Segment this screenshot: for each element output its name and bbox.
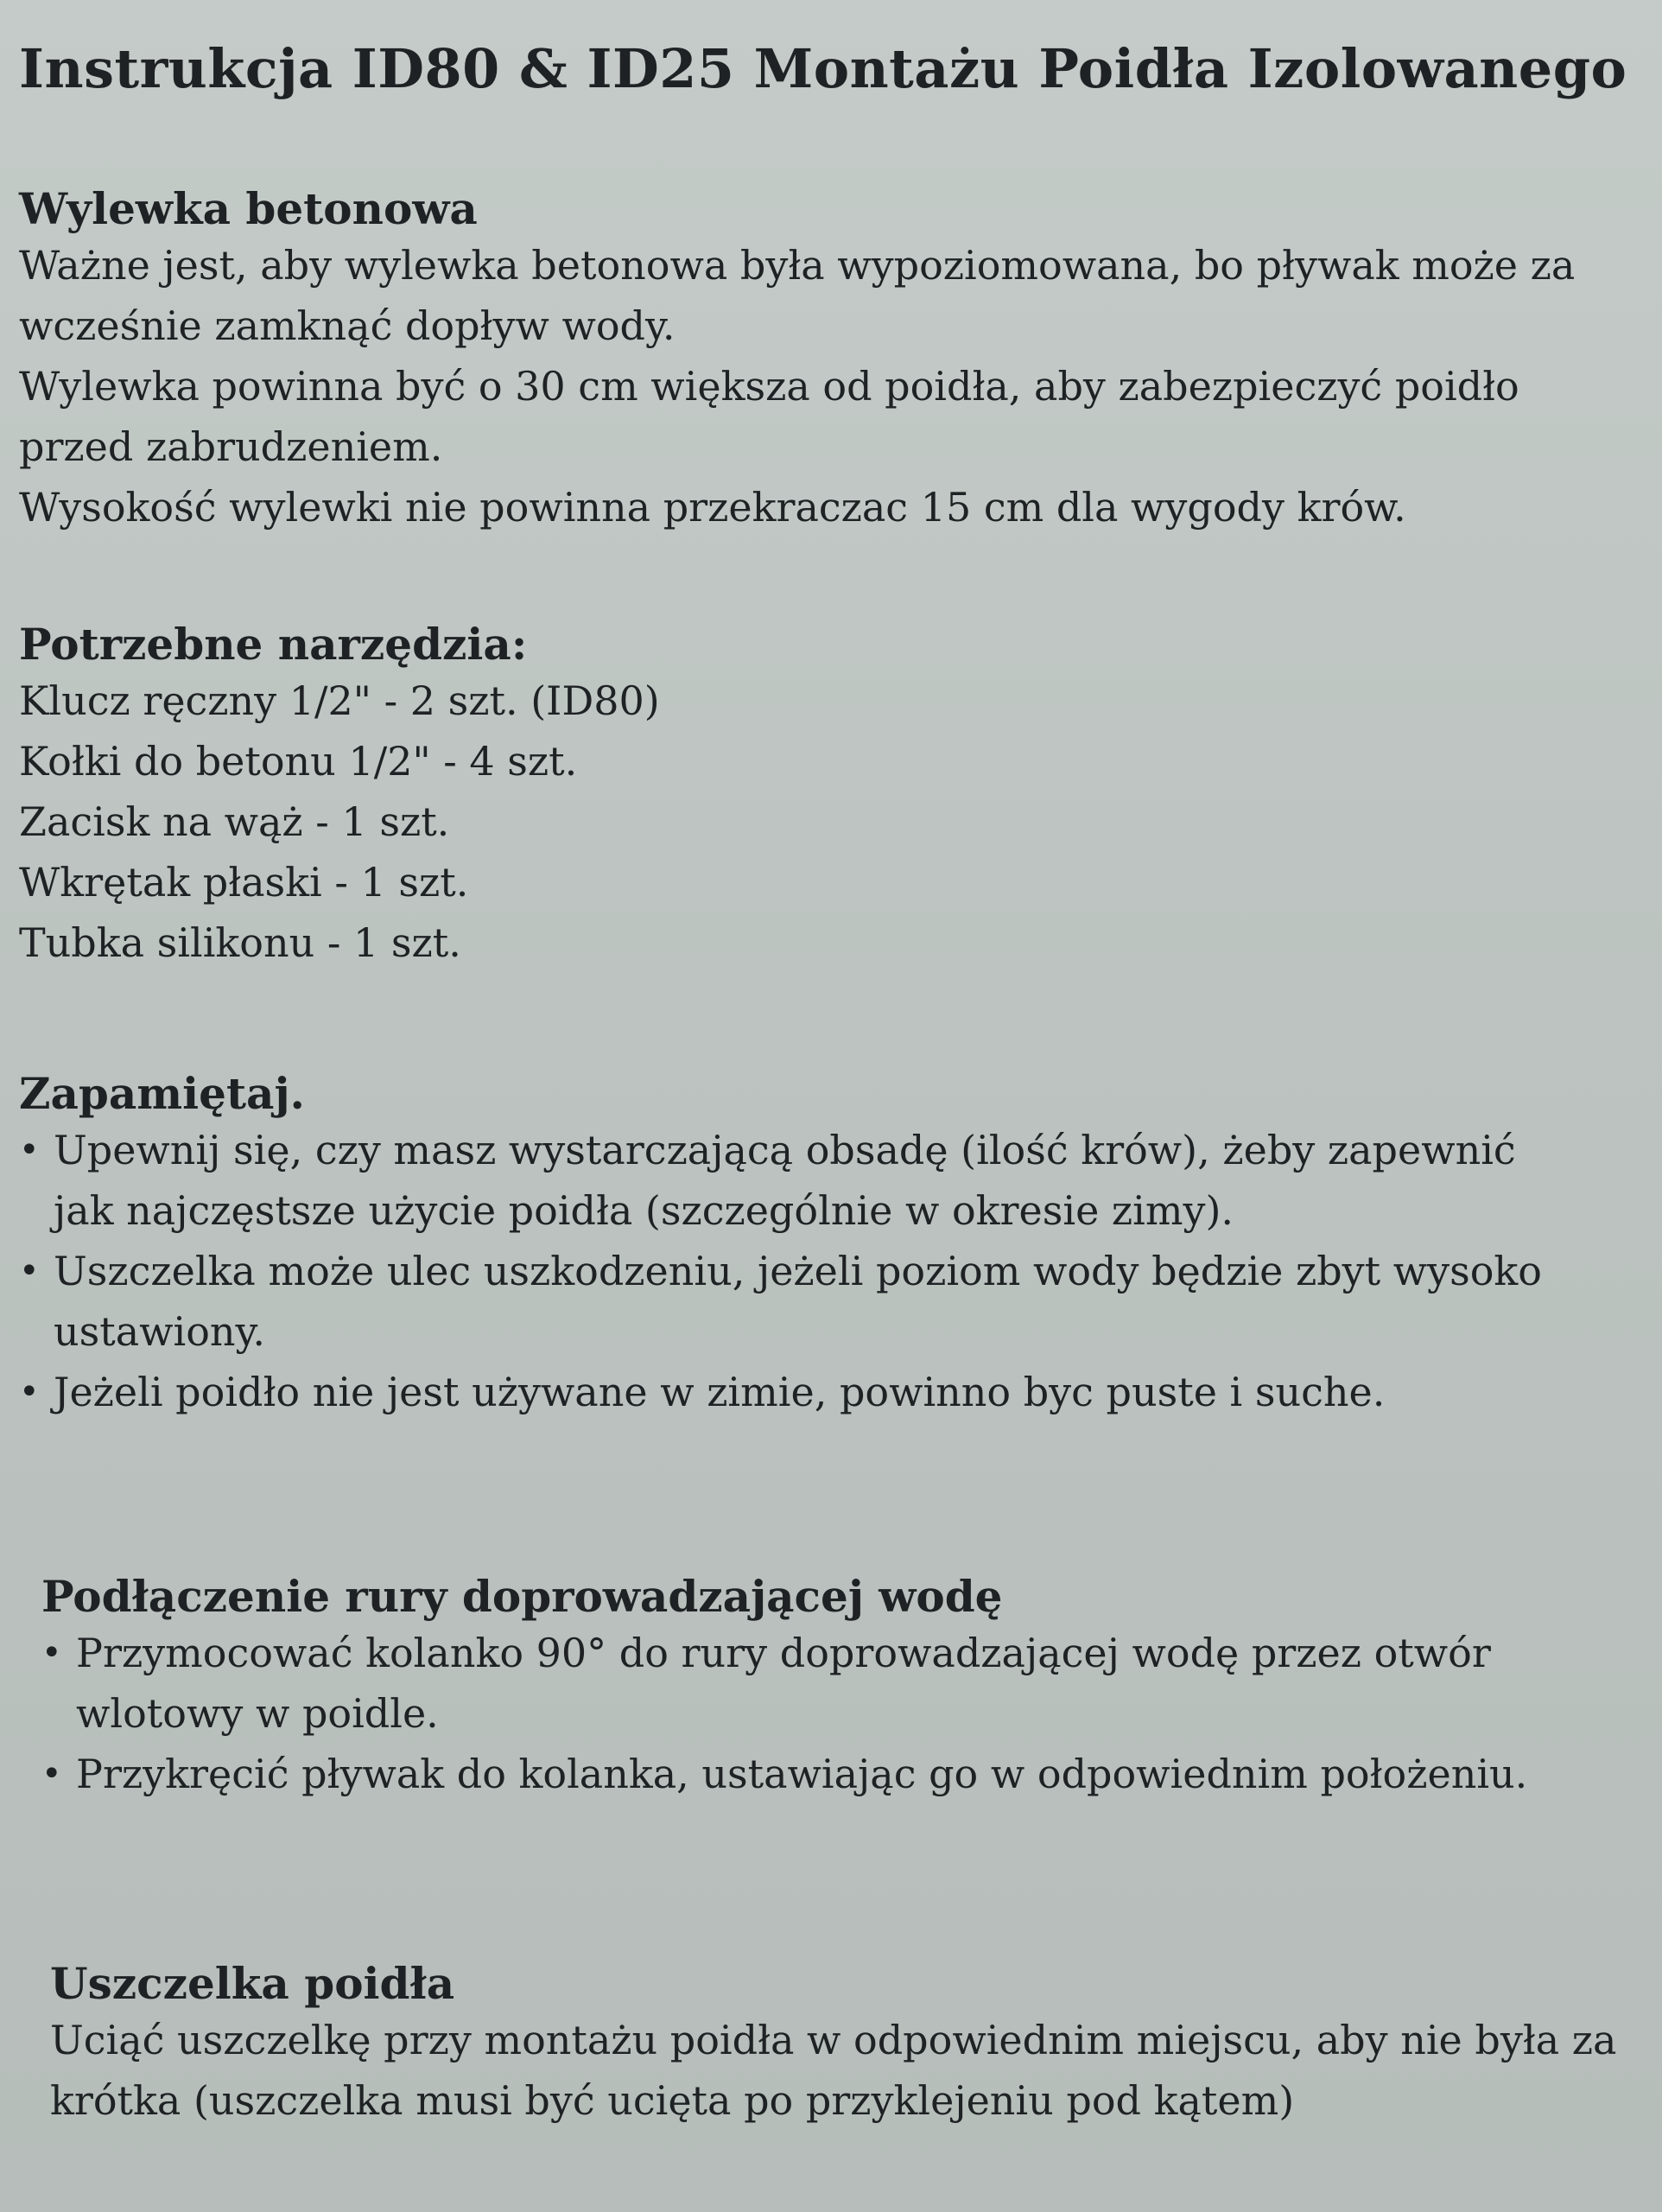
section-zapamietaj	[19, 1068, 1557, 1422]
bullet-item	[19, 1362, 1557, 1422]
tool-item: Tubka silikonu - 1 szt.	[19, 919, 461, 966]
tool-item: Wkrętak płaski - 1 szt.	[19, 859, 469, 906]
paragraph-line: Ważne jest, aby wylewka betonowa była wypoziomowana, bo pływak może za	[19, 242, 1576, 289]
bullet-item	[19, 1120, 1557, 1241]
paragraph-line: przed zabrudzeniem.	[19, 423, 443, 470]
tool-item: Klucz ręczny 1/2" - 2 szt. (ID80)	[19, 677, 660, 724]
tool-item: Kołki do betonu 1/2" - 4 szt.	[19, 738, 578, 785]
bullet-icon: •	[19, 1251, 40, 1291]
tool-item: Zacisk na wąż - 1 szt.	[19, 798, 450, 845]
section-wylewka	[19, 183, 1626, 537]
bullet-icon: •	[19, 1372, 40, 1412]
bullet-text: Przymocować kolanko 90° do rury doprowadzającej wodę przez otwór wlotowy w poidle.	[76, 1630, 1491, 1737]
paragraph-line: Wylewka powinna być o 30 cm większa od poidła, aby zabezpieczyć poidło	[19, 363, 1519, 410]
section-heading: Podłączenie rury doprowadzającej wodę	[41, 1571, 1003, 1622]
bullet-icon: •	[41, 1633, 62, 1673]
page-title: Instrukcja ID80 & ID25 Montażu Poidła Izolowanego	[19, 37, 1627, 100]
section-heading: Potrzebne narzędzia:	[19, 619, 528, 670]
bullet-icon: •	[41, 1754, 62, 1794]
paragraph-line: krótka (uszczelka musi być ucięta po przyklejeniu pod kątem)	[50, 2077, 1295, 2124]
bullet-item	[19, 1241, 1557, 1362]
bullet-text: Przykręcić pływak do kolanka, ustawiając go w odpowiednim położeniu.	[76, 1751, 1528, 1797]
bullet-text: Uszczelka może ulec uszkodzeniu, jeżeli poziom wody będzie zbyt wysoko ustawiony.	[54, 1248, 1543, 1355]
section-heading: Wylewka betonowa	[19, 183, 478, 234]
paragraph-line: Wysokość wylewki nie powinna przekraczac 15 cm dla wygody krów.	[19, 484, 1406, 531]
section-heading: Zapamiętaj.	[19, 1068, 305, 1119]
section-podlaczenie	[41, 1571, 1588, 1804]
paragraph-line: wcześnie zamknąć dopływ wody.	[19, 302, 676, 349]
bullet-item	[41, 1744, 1588, 1804]
bullet-icon: •	[19, 1130, 40, 1170]
bullet-text: Jeżeli poidło nie jest używane w zimie, powinno byc puste i suche.	[54, 1369, 1386, 1415]
section-narzedzia	[19, 619, 1626, 973]
section-heading: Uszczelka poidła	[50, 1958, 455, 2009]
bullet-item	[41, 1623, 1588, 1744]
paragraph-line: Uciąć uszczelkę przy montażu poidła w odpowiednim miejscu, aby nie była za	[50, 2017, 1617, 2063]
section-uszczelka	[50, 1958, 1657, 2131]
bullet-text: Upewnij się, czy masz wystarczającą obsadę (ilość krów), żeby zapewnić jak najczęstsze użycie poidła (szczególnie w okresie zimy).	[54, 1127, 1516, 1234]
